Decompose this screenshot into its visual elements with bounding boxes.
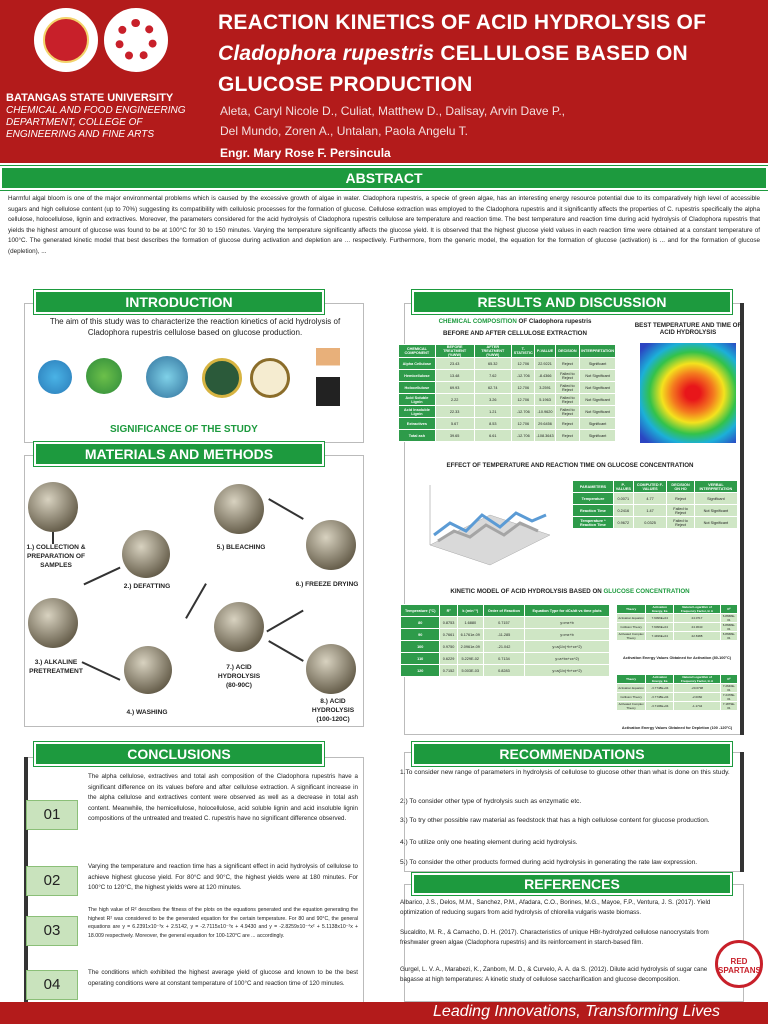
reference-item: Gurgel, L. V. A., Marabezi, K., Zanbom, M. D., & Curvelo, A. A. da S. (2012). Dilute acid hydrolysis of sugar cane bagasse at high temperatures: A kinetic study of cellulose saccharification and glucose decomposition. bbox=[400, 966, 708, 983]
anova-table bbox=[572, 480, 738, 529]
table-cell: 65.32 bbox=[474, 358, 511, 370]
conclusion-text: The high value of R² describes the fitness of the plots on the equations generated and the equation generating the highest R² was considered to be the generated equation for the certain temperature. For 80 and 90°C, the general equations are y = 6.2391x10⁻³x + 2.5142, y = -2.7115x10⁻³x + 4.9430 and y = -2.8259x10⁻⁴x² + 5.1138x10⁻²x + 18.009 respectively. Moreover, the general equation for 100-120°C are ... accordingly. bbox=[88, 907, 358, 939]
conclusion-text: The alpha cellulose, extractives and total ash composition of the Cladophora rupestris have a significant difference on its values before and after cellulose extraction. A significant increase in the alpha cellulose and extractives content were observed as well as a decrease in total ash content. Meanwhile, the hemicellulose, holocellulose, acid soluble lignin and acid insoluble lignin compositions of the untreated and treated C. rupestris have no significant difference observed. bbox=[88, 773, 358, 822]
table-cell: -2.0060 bbox=[674, 693, 720, 702]
table-cell: 1.6880 bbox=[457, 617, 483, 629]
kinetic-table bbox=[400, 604, 610, 677]
table-cell: 2.22 bbox=[435, 394, 474, 406]
table-cell: 0.6229 bbox=[440, 653, 457, 665]
table-header-cell: Order of Reaction bbox=[483, 605, 524, 617]
table-cell: 7.2640E-01 bbox=[720, 684, 737, 693]
table-header-cell: Theory bbox=[617, 605, 646, 614]
table-cell: 0.8283 bbox=[483, 665, 524, 677]
table-cell: 0.7661 bbox=[440, 629, 457, 641]
table-header-cell: CHEMICAL COMPONENT bbox=[399, 345, 436, 358]
table-cell: Activation Equation bbox=[617, 684, 646, 693]
conclusions-heading: CONCLUSIONS bbox=[34, 742, 324, 766]
table-cell: -1.1744 bbox=[674, 702, 720, 711]
table-cell: Hemicellulose bbox=[399, 370, 436, 382]
table-header-cell: BEFORE TREATMENT (%WW) bbox=[435, 345, 474, 358]
table-cell: -10.9620 bbox=[535, 406, 555, 418]
table-cell: 7.2478E-01 bbox=[720, 693, 737, 702]
table-cell: 7.4496E+04 bbox=[646, 632, 674, 641]
table-cell: Failed to Reject bbox=[667, 505, 694, 517]
table-cell: 12.706 bbox=[512, 358, 535, 370]
table-header-cell: AFTER TREATMENT (%WW) bbox=[474, 345, 511, 358]
table-cell: 0.7157 bbox=[483, 617, 524, 629]
table-cell: -12.706 bbox=[512, 430, 535, 442]
table-header-cell: R² bbox=[720, 605, 737, 614]
table-cell: Not Significant bbox=[580, 382, 616, 394]
references-heading: REFERENCES bbox=[412, 873, 732, 895]
table-cell: 6.61 bbox=[474, 430, 511, 442]
flask-icon bbox=[38, 360, 72, 394]
table-header-cell: P-VALUES bbox=[613, 481, 633, 493]
table-cell: 110 bbox=[401, 653, 440, 665]
title-line-1: REACTION KINETICS OF ACID HYDROLYSIS OF bbox=[218, 11, 707, 34]
authors-line-1: Aleta, Caryl Nicole D., Culiat, Matthew D., Dalisay, Arvin Dave P., bbox=[220, 104, 566, 118]
table-header-cell: Activation Energy, Ea bbox=[646, 675, 674, 684]
table-cell: 5.003E-03 bbox=[457, 665, 483, 677]
table-cell: Reaction Time bbox=[573, 505, 614, 517]
table-cell: -3.7748E+04 bbox=[646, 684, 674, 693]
step-3-photo bbox=[28, 598, 78, 648]
table-header-cell: Theory bbox=[617, 675, 646, 684]
table-cell: Not Significant bbox=[694, 505, 737, 517]
table-row bbox=[399, 406, 616, 418]
authors-line-2: Del Mundo, Zoren A., Untalan, Paola Angelu T. bbox=[220, 124, 468, 138]
table-cell: Failed to Reject bbox=[555, 370, 580, 382]
composition-title-green: CHEMICAL COMPOSITION bbox=[438, 318, 517, 325]
table-cell: 7.6096E+04 bbox=[646, 614, 674, 623]
step-2-label: 2.) DEFATTING bbox=[123, 583, 171, 590]
table-cell: Significant bbox=[580, 430, 616, 442]
table-row bbox=[573, 505, 738, 517]
table-header-cell: PARAMETERS bbox=[573, 481, 614, 493]
table-cell: 100 bbox=[401, 641, 440, 653]
composition-table bbox=[398, 344, 616, 442]
table-row bbox=[573, 517, 738, 529]
step-6-label: 6.) FREEZE DRYING bbox=[295, 581, 359, 588]
table-row bbox=[573, 493, 738, 505]
depletion-table bbox=[616, 674, 738, 711]
table-cell: Not Significant bbox=[580, 394, 616, 406]
reference-item: Sucaldito, M. R., & Camacho, D. H. (2017). Characteristics of unique HBr-hydrolyzed cellulose nanocrystals from freshwater green algae (Cladophora rupestris) and its reinforcement in starch-based film. bbox=[400, 929, 709, 946]
table-header-cell: R² bbox=[440, 605, 457, 617]
table-row bbox=[401, 653, 610, 665]
table-cell: y=a+bx+cx^2) bbox=[525, 653, 610, 665]
table-cell: 24.3640 bbox=[674, 623, 721, 632]
table-row bbox=[399, 382, 616, 394]
conclusion-number: 01 bbox=[26, 800, 78, 830]
table-cell: Extractives bbox=[399, 418, 436, 430]
table-cell: Not Significant bbox=[694, 517, 737, 529]
table-row bbox=[399, 430, 616, 442]
college-seal-icon bbox=[202, 358, 242, 398]
table-cell: y=mx+b bbox=[525, 617, 610, 629]
table-cell: Total ash bbox=[399, 430, 436, 442]
affiliation bbox=[6, 92, 206, 141]
table-cell: Temperature * Reaction Time bbox=[573, 517, 614, 529]
authors bbox=[220, 101, 740, 141]
table-cell: 1.47 bbox=[633, 505, 667, 517]
department-seal-icon bbox=[250, 358, 290, 398]
table-row bbox=[399, 370, 616, 382]
step-8-label: 8.) ACID HYDROLYSIS (100-120C) bbox=[311, 698, 355, 723]
step-7-photo bbox=[214, 602, 264, 652]
step-4-photo bbox=[124, 646, 172, 694]
step-1-photo bbox=[28, 482, 78, 532]
table-cell: -11.285 bbox=[483, 629, 524, 641]
university-name: BATANGAS STATE UNIVERSITY bbox=[6, 92, 174, 104]
table-header-cell: Natural Logarithm of Frequency Factor, ln A bbox=[674, 605, 721, 614]
composition-subtitle: BEFORE AND AFTER CELLULOSE EXTRACTION bbox=[443, 330, 587, 337]
abstract-heading: ABSTRACT bbox=[0, 166, 768, 190]
table-cell: -20.0798 bbox=[674, 684, 720, 693]
table-cell: 8.53 bbox=[474, 418, 511, 430]
table-cell: -3.7748E+04 bbox=[646, 693, 674, 702]
table-cell: 80 bbox=[401, 617, 440, 629]
table-cell: 7.62 bbox=[474, 370, 511, 382]
table-cell: Activated Complex Theory bbox=[617, 632, 646, 641]
table-cell: y=a(1/x)+b+cx^2) bbox=[525, 641, 610, 653]
table-cell: 0.2416 bbox=[613, 505, 633, 517]
results-edge bbox=[740, 303, 744, 735]
table-cell: Reject bbox=[555, 430, 580, 442]
table-row bbox=[401, 641, 610, 653]
table-cell: 0.7152 bbox=[440, 665, 457, 677]
table-cell: Reject bbox=[555, 418, 580, 430]
flow-arrow bbox=[52, 532, 54, 544]
table-cell: 3.26 bbox=[474, 394, 511, 406]
abstract-text: Harmful algal bloom is one of the major environmental problems which is caused by the excessive growth of algae in water. Cladophora rupestris, a specie of green algae, has an interesting energy resource potential due to its comparatively high level of accessible sugars and high cellulose content (up to 70%) suggesting its compatibility with cellulosic processes for the formation of glucose. Cellulose extraction was employed to the Cladophora rupestris and it significantly affects the properties of C. rupestris specifically the alpha cellulose, holocellulose, lignin and extractives. Moreover, the parameters considered for the acid hydrolysis of Cladophora rupestris cellulose are temperature and reaction time. The best temperature and reaction time during acid hydrolysis of Cladophora rupestris that yields the highest amount of glucose was found to be at 100°C for 30 to 150 minutes. Varying the temperature significantly affects the glucose yield. It is observed that the highest glucose yield values in each reaction time were obtained at a constant temperature of 100°C. The generated kinetic model that best describes the formation of glucose during activation and depletion are ... respectively. Furthermore, from the generic model, the equation for the formation of glucose (activation) is ... and for the formation of glucose (depletion), ... bbox=[8, 195, 760, 255]
table-cell: Failed to Reject bbox=[667, 517, 694, 529]
surface-plot bbox=[420, 475, 560, 575]
kinetic-title bbox=[400, 588, 740, 595]
table-cell: 1.21 bbox=[474, 406, 511, 418]
table-cell: -12.706 bbox=[512, 406, 535, 418]
step-3-label: 3.) ALKALINE PRETREATMENT bbox=[29, 659, 83, 675]
table-cell: 7.1879E-01 bbox=[720, 702, 737, 711]
recommendation-item: 1.To consider new range of parameters in hydrolysis of cellulose to glucose other than what is done on this study. bbox=[400, 769, 730, 776]
table-cell: 22.6388 bbox=[674, 632, 721, 641]
table-cell: Significant bbox=[580, 358, 616, 370]
table-cell: Failed to Reject bbox=[555, 406, 580, 418]
table-row bbox=[617, 702, 738, 711]
activation-table bbox=[616, 604, 738, 641]
table-cell: 22.9221 bbox=[535, 358, 555, 370]
table-cell: Acid Soluble Lignin bbox=[399, 394, 436, 406]
composition-title bbox=[400, 318, 630, 325]
table-cell: 0.9672 bbox=[613, 517, 633, 529]
table-cell: Acid Insoluble Lignin bbox=[399, 406, 436, 418]
recommendation-item: 2.) To consider other type of hydrolysis such as enzymatic etc. bbox=[400, 798, 582, 805]
table-cell: 5.229E-02 bbox=[457, 653, 483, 665]
results-heading: RESULTS AND DISCUSSION bbox=[412, 290, 732, 314]
table-row bbox=[399, 418, 616, 430]
table-header-cell: COMPUTED F-VALUES bbox=[633, 481, 667, 493]
reference-item: Albarico, J.S., Delos, M.M., Sanchez, P.M., Afadara, C.O., Borines, M.G., Mayoe, F.P., Ventura, J. S. (2017). Yield optimization of reducing sugars from acid hydrolysis of chlorella vulgaris waste biomass. bbox=[400, 899, 711, 916]
table-cell: 4.77 bbox=[633, 493, 667, 505]
tagline: Leading Innovations, Transforming Lives bbox=[433, 1003, 720, 1020]
table-cell: 2.0961e-09 bbox=[457, 641, 483, 653]
table-cell: 0.7134 bbox=[483, 653, 524, 665]
table-cell: Activation Equation bbox=[617, 614, 646, 623]
table-row bbox=[617, 623, 738, 632]
footer-bar bbox=[0, 1002, 768, 1024]
table-row bbox=[399, 358, 616, 370]
table-cell: Failed to Reject bbox=[555, 394, 580, 406]
table-header-cell: P-VALUE bbox=[535, 345, 555, 358]
table-cell: 90 bbox=[401, 629, 440, 641]
cellulose-structure-icon bbox=[146, 356, 188, 398]
table-cell: Alpha Cellulose bbox=[399, 358, 436, 370]
step-4-label: 4.) WASHING bbox=[126, 709, 168, 716]
title-line-3: GLUCOSE PRODUCTION bbox=[218, 73, 473, 96]
table-cell: 0.9750 bbox=[440, 641, 457, 653]
table-header-cell: DECISION ON HO bbox=[667, 481, 694, 493]
table-cell: y=a(1/x)+b+cx^2) bbox=[525, 665, 610, 677]
table-cell: Significant bbox=[580, 418, 616, 430]
activation-caption: Activation Energy Values Obtained for Activation (80-100°C) bbox=[623, 656, 731, 660]
table-cell: 69.93 bbox=[435, 382, 474, 394]
table-header-cell: R² bbox=[720, 675, 737, 684]
table-row bbox=[401, 629, 610, 641]
table-header-cell: T-STATISTIC bbox=[512, 345, 535, 358]
step-5-photo bbox=[214, 484, 264, 534]
table-cell: 7.6096E+04 bbox=[646, 623, 674, 632]
contour-plot bbox=[640, 343, 736, 443]
step-1-label: 1.) COLLECTION & PREPARATION OF SAMPLES bbox=[26, 544, 86, 569]
table-cell: 23.43 bbox=[435, 358, 474, 370]
table-cell: -21.042 bbox=[483, 641, 524, 653]
poster-header bbox=[0, 0, 768, 163]
table-cell: 12.706 bbox=[512, 382, 535, 394]
table-header-cell: Natural Logarithm of Frequency Factor, ln A bbox=[674, 675, 720, 684]
recommendation-item: 5.) To consider the other products formed during acid hydrolysis in generating the rate law expression. bbox=[400, 859, 698, 866]
step-5-label: 5.) BLEACHING bbox=[216, 544, 266, 551]
table-row bbox=[617, 632, 738, 641]
table-cell: 0.0325 bbox=[633, 517, 667, 529]
table-cell: Collision Theory bbox=[617, 693, 646, 702]
table-cell: 6.8668E-01 bbox=[720, 623, 737, 632]
kinetic-title-black: KINETIC MODEL OF ACID HYDROLYSIS BASED ON bbox=[450, 588, 604, 595]
table-cell: 6.8668E-01 bbox=[720, 614, 737, 623]
conclusion-text: The conditions which exhibited the highest average yield of glucose and known to be the best operating conditions were at constant temperature of 100°C and reaction time of 120 minutes. bbox=[88, 969, 358, 987]
recommendation-item: 4.) To utilize only one heating element during acid hydrolysis. bbox=[400, 839, 578, 846]
conclusion-number: 02 bbox=[26, 866, 78, 896]
table-row bbox=[401, 665, 610, 677]
step-2-photo bbox=[122, 530, 170, 578]
depletion-caption: Activation Energy Values Obtained for Depletion (100 -120°C) bbox=[621, 726, 733, 730]
table-cell: Collision Theory bbox=[617, 623, 646, 632]
engineering-gear-logo bbox=[104, 8, 168, 72]
table-cell: 13.48 bbox=[435, 370, 474, 382]
table-cell: Reject bbox=[555, 358, 580, 370]
composition-title-rest: OF Cladophora rupestris bbox=[516, 318, 592, 325]
red-spartans-logo bbox=[715, 940, 763, 988]
effect-title: EFFECT OF TEMPERATURE AND REACTION TIME ON GLUCOSE CONCENTRATION bbox=[446, 462, 694, 469]
adviser: Engr. Mary Rose F. Persincula bbox=[220, 146, 391, 160]
table-cell: Holocellulose bbox=[399, 382, 436, 394]
table-cell: Reject bbox=[667, 493, 694, 505]
table-cell: Activated Complex Theory bbox=[617, 702, 646, 711]
table-row bbox=[399, 394, 616, 406]
table-header-cell: DECISION bbox=[555, 345, 580, 358]
table-cell: 22.33 bbox=[435, 406, 474, 418]
step-8-photo bbox=[306, 644, 356, 694]
recommendations-heading: RECOMMENDATIONS bbox=[412, 742, 732, 766]
badge-text: RED SPARTANS bbox=[718, 957, 761, 975]
table-cell: 12.706 bbox=[512, 418, 535, 430]
table-cell: 62.74 bbox=[474, 382, 511, 394]
algae-icon bbox=[86, 358, 122, 394]
table-cell: Temperature bbox=[573, 493, 614, 505]
significance-green: SIGNIFICANCE bbox=[110, 424, 182, 435]
table-cell: 0.8753 bbox=[440, 617, 457, 629]
materials-heading: MATERIALS AND METHODS bbox=[34, 442, 324, 466]
kinetic-title-green: GLUCOSE CONCENTRATION bbox=[603, 588, 690, 595]
table-cell: 5.67 bbox=[435, 418, 474, 430]
conclusion-number: 04 bbox=[26, 970, 78, 1000]
title-species: Cladophora rupestris bbox=[218, 42, 435, 65]
batstate-seal-logo bbox=[34, 8, 98, 72]
department-name: CHEMICAL AND FOOD ENGINEERING DEPARTMENT, COLLEGE OF ENGINEERING AND FINE ARTS bbox=[6, 105, 186, 140]
table-cell: Significant bbox=[694, 493, 737, 505]
table-cell: 6.8668E-01 bbox=[720, 632, 737, 641]
table-cell: 120 bbox=[401, 665, 440, 677]
introduction-text: The aim of this study was to characterize the reaction kinetics of acid hydrolysis of Cladophora rupestris cellulose based on glucose production. bbox=[49, 317, 341, 337]
table-cell: 0.0071 bbox=[613, 493, 633, 505]
table-cell: 3.2591 bbox=[535, 382, 555, 394]
table-cell: 39.65 bbox=[435, 430, 474, 442]
table-cell: 24.0717 bbox=[674, 614, 721, 623]
table-header-cell: VERBAL INTERPRETATION bbox=[694, 481, 737, 493]
table-cell: -3.7106E+04 bbox=[646, 702, 674, 711]
table-cell: -8.4366 bbox=[535, 370, 555, 382]
title-line-2: CELLULOSE BASED ON bbox=[434, 42, 688, 65]
table-cell: Not Significant bbox=[580, 406, 616, 418]
conclusion-text: Varying the temperature and reaction time has a significant effect in acid hydrolysis of cellulose to achieve highest glucose yield. For 80°C and 90°C, the highest yields were at 180 minutes. For 100°C to 120°C, the highest yields were at 120 minutes. bbox=[88, 863, 358, 891]
table-header-cell: Equation Type for dCs/dt vs time plots bbox=[525, 605, 610, 617]
table-header-cell: Activation Energy, Ea bbox=[646, 605, 674, 614]
step-6-photo bbox=[306, 520, 356, 570]
step-7-label: 7.) ACID HYDROLYSIS (80-90C) bbox=[217, 664, 261, 689]
table-cell: 5.1963 bbox=[535, 394, 555, 406]
significance-heading bbox=[110, 424, 258, 435]
table-header-cell: Temperature (°C) bbox=[401, 605, 440, 617]
conclusion-number: 03 bbox=[26, 916, 78, 946]
best-conditions-title: BEST TEMPERATURE AND TIME OF ACID HYDROLYSIS bbox=[634, 322, 742, 336]
table-cell: 12.706 bbox=[512, 394, 535, 406]
table-cell: Failed to Reject bbox=[555, 382, 580, 394]
table-row bbox=[617, 684, 738, 693]
table-cell: 29.6456 bbox=[535, 418, 555, 430]
table-cell: -108.3643 bbox=[535, 430, 555, 442]
table-row bbox=[617, 693, 738, 702]
table-cell: -12.706 bbox=[512, 370, 535, 382]
table-header-cell: k (min⁻¹) bbox=[457, 605, 483, 617]
table-cell: 6.1761e-09 bbox=[457, 629, 483, 641]
table-cell: Not Significant bbox=[580, 370, 616, 382]
poster-title bbox=[218, 7, 763, 100]
recommendation-item: 3.) To try other possible raw material as feedstock that has a high cellulose content for glucose production. bbox=[400, 817, 710, 824]
introduction-heading: INTRODUCTION bbox=[34, 290, 324, 314]
significance-rest: OF THE STUDY bbox=[181, 424, 258, 435]
table-row bbox=[401, 617, 610, 629]
table-row bbox=[617, 614, 738, 623]
table-cell: y=mx+b bbox=[525, 629, 610, 641]
table-header-cell: INTERPRETATION bbox=[580, 345, 616, 358]
scientist-icon bbox=[316, 348, 340, 406]
